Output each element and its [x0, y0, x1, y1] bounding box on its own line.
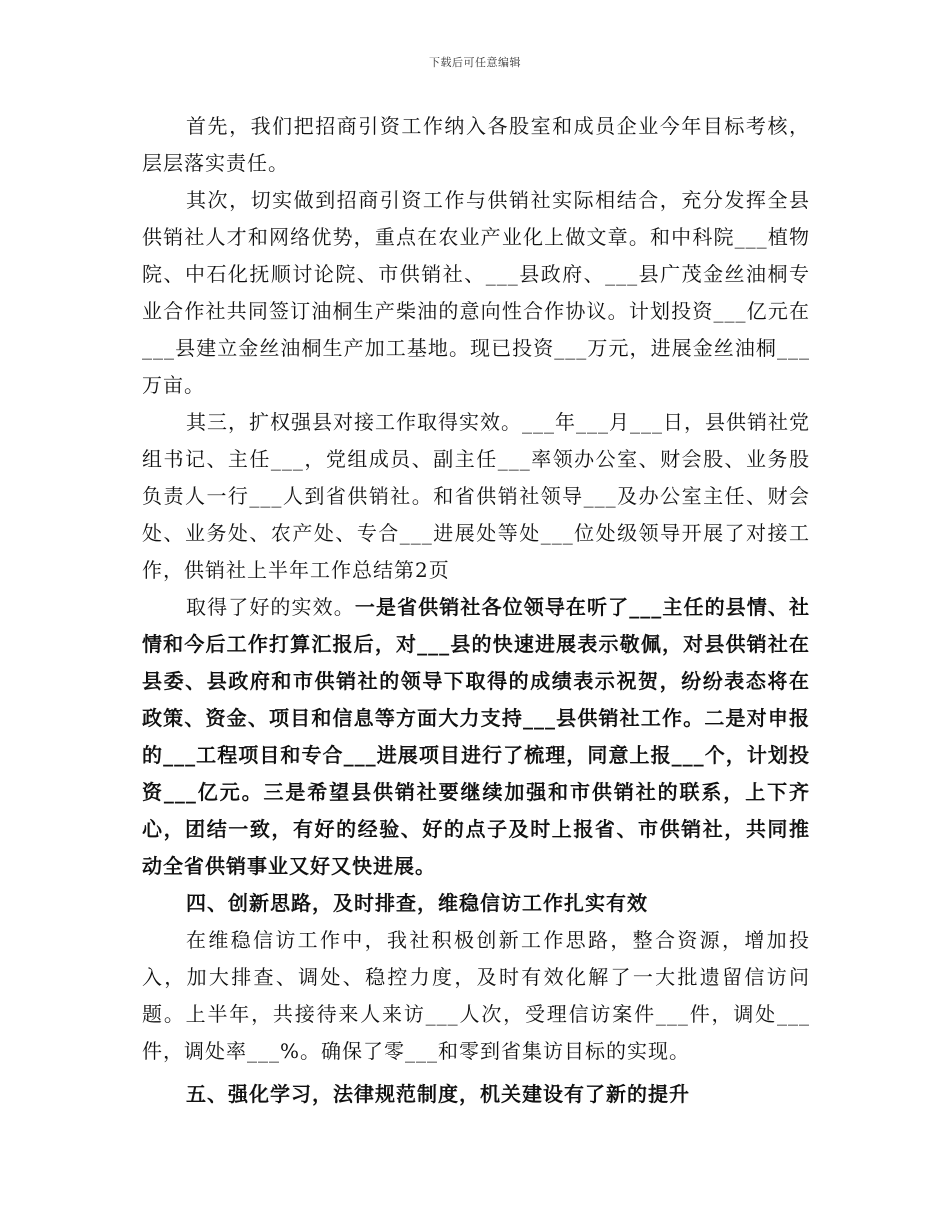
- paragraph-1: 首先，我们把招商引资工作纳入各股室和成员企业今年目标考核，层层落实责任。: [142, 114, 810, 175]
- page-header: 下载后可任意编辑: [429, 56, 521, 69]
- section-heading-4: 四、创新思路，及时排查，维稳信访工作扎实有效: [186, 891, 648, 915]
- paragraph-2: 其次，切实做到招商引资工作与供销社实际相结合，充分发挥全县供销社人才和网络优势，重点在农业产业化上做文章。和中科院___植物院、中石化抚顺讨论院、市供销社、___县政府、___县广茂金丝油桐专业合作社共同签订油桐生产柴油的意向性合作协议。计划投资___亿元在___县建立金丝油桐生产加工基地。现已投资___万元，进展金丝油桐___万亩。: [142, 188, 810, 397]
- section-heading-5: 五、强化学习，法律规范制度，机关建设有了新的提升: [186, 1082, 690, 1106]
- paragraph-3: 其三，扩权强县对接工作取得实效。___年___月___日，县供销社党组书记、主任___，党组成员、副主任___率领办公室、财会股、业务股负责人一行___人到省供销社。和省供销社领导___及办公室主任、财会处、业务处、农产处、专合___进展处等处___位处级领导开展了对接工作，供销社上半年工作总结第2页: [142, 410, 810, 582]
- document-body: [142, 108, 810, 1113]
- paragraph-5: 在维稳信访工作中，我社积极创新工作思路，整合资源，增加投入，加大排查、调处、稳控力度，及时有效化解了一大批遗留信访问题。上半年，共接待来人来访___人次，受理信访案件___件，调处___件，调处率___%。确保了零___和零到省集访目标的实现。: [142, 928, 810, 1063]
- paragraph-4-bold: 一是省供销社各位领导在听了___主任的县情、社情和今后工作打算汇报后，对___县的快速进展表示敬佩，对县供销社在县委、县政府和市供销社的领导下取得的成绩表示祝贺，纷纷表态将在政策、资金、项目和信息等方面大力支持___县供销社工作。二是对申报的___工程项目和专合___进展项目进行了梳理，同意上报___个，计划投资___亿元。三是希望县供销社要继续加强和市供销社的联系，上下齐心，团结一致，有好的经验、好的点子及时上报省、市供销社，共同推动全省供销事业又好又快进展。: [142, 595, 811, 878]
- paragraph-4-intro: 取得了好的实效。: [186, 595, 355, 619]
- paragraph-4: [142, 589, 810, 885]
